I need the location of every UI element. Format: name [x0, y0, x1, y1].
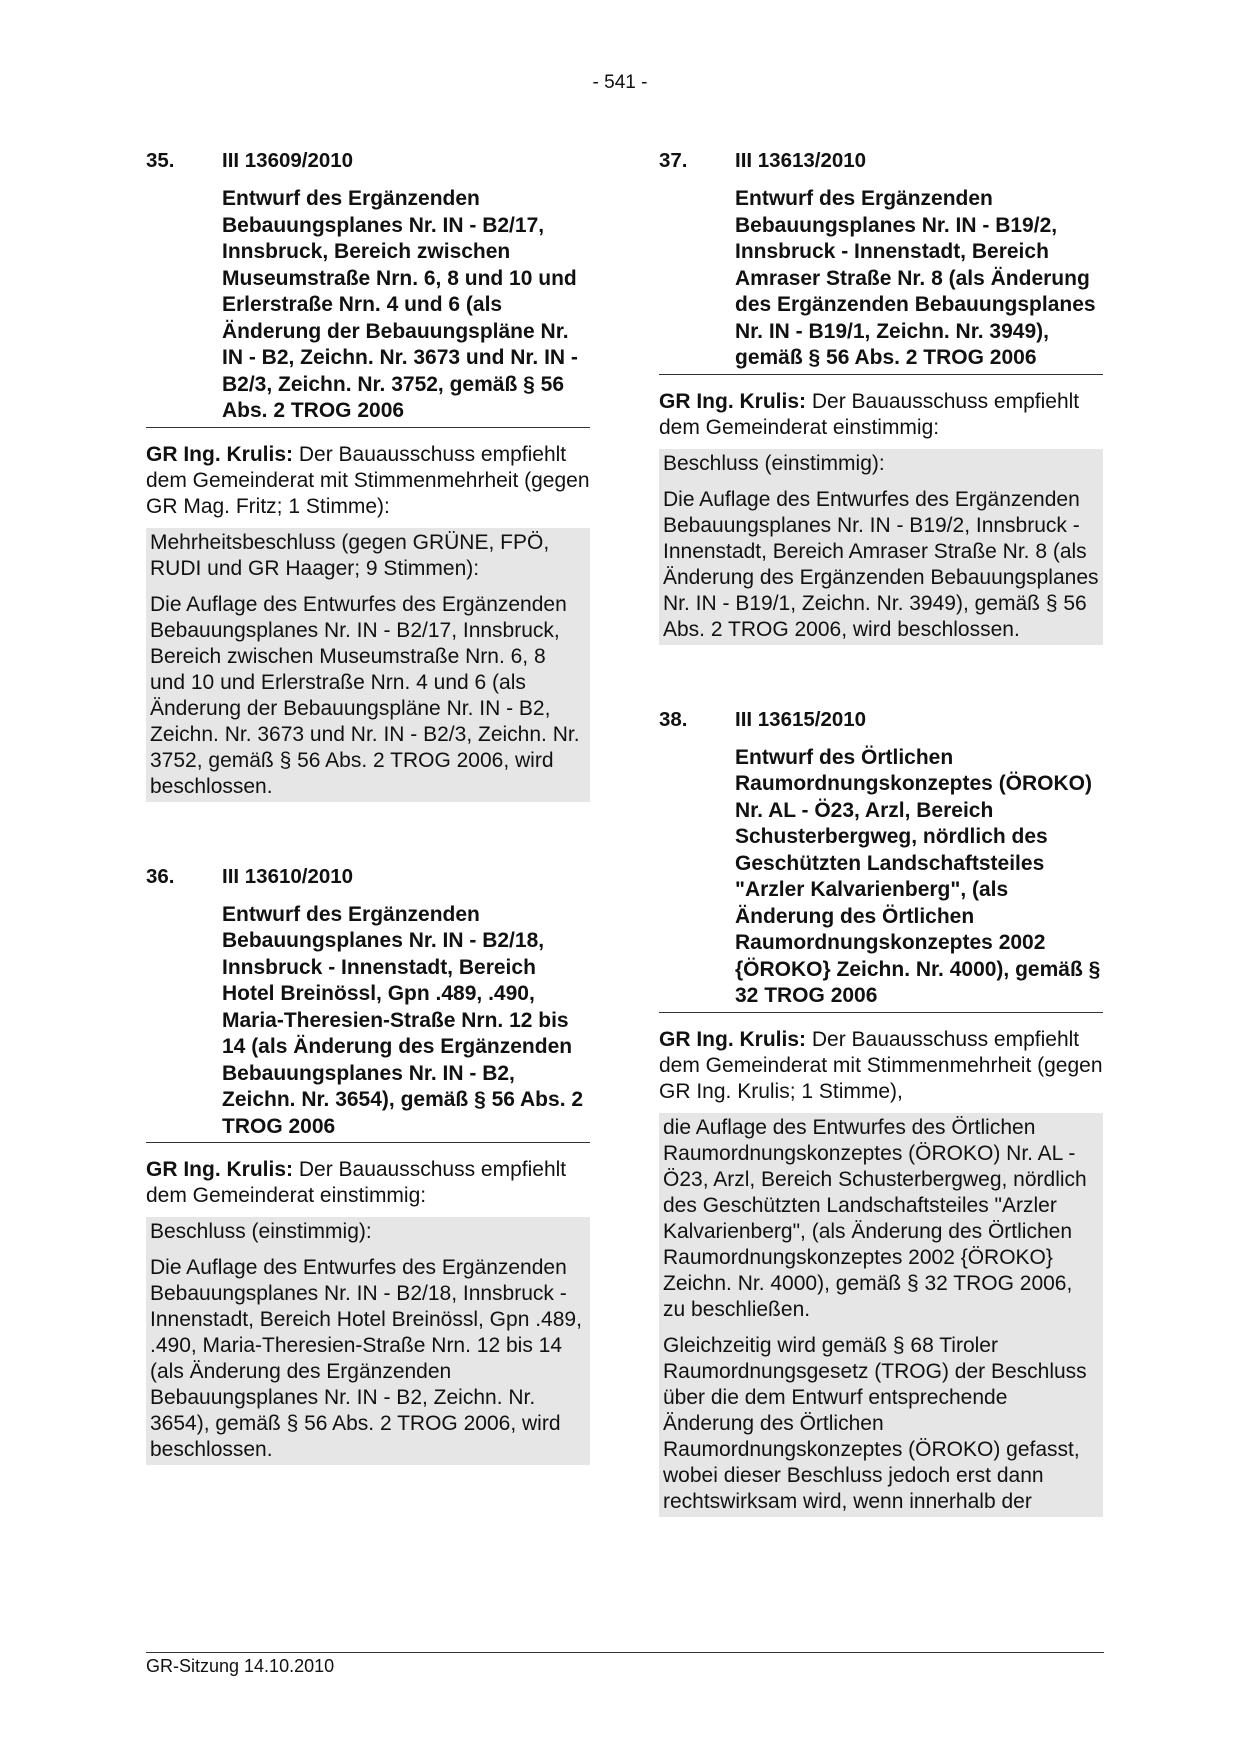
item-title: Entwurf des Örtlichen Raumordnungskonzeptes (ÖROKO) Nr. AL - Ö23, Arzl, Bereich Schusterbergweg, nördlich des Geschützten Landschaftsteiles "Arzler Kalvarienberg", (als Änderung des Örtlichen Raumordnungskonzeptes 2002 {ÖROKO} Zeichn. Nr. 4000), gemäß § 32 TROG 2006	[659, 745, 1103, 1013]
agenda-item-37	[659, 148, 1103, 645]
speaker-name: GR Ing. Krulis:	[146, 442, 293, 466]
decision-text: Die Auflage des Entwurfes des Ergänzenden Bebauungsplanes Nr. IN - B2/18, Innsbruck - Innenstadt, Bereich Hotel Breinössl, Gpn .489, .490, Maria-Theresien-Straße Nrn. 12 bis 14 (als Änderung des Ergänzenden Bebauungsplanes Nr. IN - B2, Zeichn. Nr. 3654), gemäß § 56 Abs. 2 TROG 2006, wird beschlossen.	[150, 1256, 582, 1461]
item-header	[146, 864, 590, 890]
speaker-text: Der Bauausschuss empfiehlt dem Gemeinderat mit Stimmenmehrheit (gegen GR Ing. Krulis; 1 Stimme),	[659, 1027, 1103, 1103]
item-reference: III 13615/2010	[735, 707, 867, 731]
speaker-name: GR Ing. Krulis:	[659, 389, 806, 413]
item-number: 35.	[146, 149, 175, 172]
speaker-statement	[659, 389, 1103, 441]
decision-type: Beschluss (einstimmig):	[150, 1220, 372, 1243]
left-column	[146, 148, 590, 1527]
item-number: 37.	[659, 149, 688, 172]
decision-box	[659, 449, 1103, 645]
agenda-item-38	[659, 707, 1103, 1517]
item-header	[659, 707, 1103, 733]
item-header	[146, 148, 590, 174]
decision-box	[146, 1217, 590, 1465]
speaker-statement	[146, 442, 590, 520]
item-reference: III 13610/2010	[222, 864, 354, 888]
item-reference: III 13613/2010	[735, 149, 867, 172]
item-header	[659, 148, 1103, 174]
decision-text: die Auflage des Entwurfes des Örtlichen Raumordnungskonzeptes (ÖROKO) Nr. AL - Ö23, Arzl, Bereich Schusterbergweg, nördlich des Geschützten Landschaftsteiles "Arzler Kalvarienberg", (als Änderung des Örtlichen Raumordnungskonzeptes 2002 {ÖROKO} Zeichn. Nr. 4000), gemäß § 32 TROG 2006, zu beschließen.	[663, 1115, 1087, 1321]
speaker-text: Der Bauausschuss empfiehlt dem Gemeinderat einstimmig:	[659, 389, 1080, 439]
item-title: Entwurf des Ergänzenden Bebauungsplanes Nr. IN - B2/17, Innsbruck, Bereich zwischen Museumstraße Nrn. 6, 8 und 10 und Erlerstraße Nrn. 4 und 6 (als Änderung der Bebauungspläne Nr. IN - B2, Zeichn. Nr. 3673 und Nr. IN - B2/3, Zeichn. Nr. 3752, gemäß § 56 Abs. 2 TROG 2006	[146, 186, 590, 428]
agenda-item-35	[146, 148, 590, 802]
right-column	[659, 148, 1103, 1579]
item-title: Entwurf des Ergänzenden Bebauungsplanes Nr. IN - B19/2, Innsbruck - Innenstadt, Bereich Amraser Straße Nr. 8 (als Änderung des Ergänzenden Bebauungsplanes Nr. IN - B19/1, Zeichn. Nr. 3949), gemäß § 56 Abs. 2 TROG 2006	[659, 186, 1103, 375]
page-number: - 541 -	[592, 72, 648, 93]
decision-type: Mehrheitsbeschluss (gegen GRÜNE, FPÖ, RUDI und GR Haager; 9 Stimmen):	[150, 530, 550, 580]
speaker-statement	[146, 1157, 590, 1209]
speaker-statement	[659, 1027, 1103, 1105]
speaker-text: Der Bauausschuss empfiehlt dem Gemeinderat einstimmig:	[146, 1158, 567, 1207]
speaker-text: Der Bauausschuss empfiehlt dem Gemeinderat mit Stimmenmehrheit (gegen GR Mag. Fritz; 1 Stimme):	[146, 442, 590, 518]
page-footer: GR-Sitzung 14.10.2010	[146, 1652, 1104, 1677]
item-title: Entwurf des Ergänzenden Bebauungsplanes Nr. IN - B2/18, Innsbruck - Innenstadt, Bereich Hotel Breinössl, Gpn .489, .490, Maria-Theresien-Straße Nrn. 12 bis 14 (als Änderung des Ergänzenden Bebauungsplanes Nr. IN - B2, Zeichn. Nr. 3654), gemäß § 56 Abs. 2 TROG 2006	[146, 902, 590, 1144]
agenda-item-36	[146, 864, 590, 1466]
decision-box	[659, 1113, 1103, 1517]
decision-text: Die Auflage des Entwurfes des Ergänzenden Bebauungsplanes Nr. IN - B2/17, Innsbruck, Bereich zwischen Museumstraße Nrn. 6, 8 und 10 und Erlerstraße Nrn. 4 und 6 (als Änderung der Bebauungspläne Nr. IN - B2, Zeichn. Nr. 3673 und Nr. IN - B2/3, Zeichn. Nr. 3752, gemäß § 56 Abs. 2 TROG 2006, wird beschlossen.	[150, 592, 580, 798]
speaker-name: GR Ing. Krulis:	[659, 1027, 806, 1051]
decision-text: Die Auflage des Entwurfes des Ergänzenden Bebauungsplanes Nr. IN - B19/2, Innsbruck - Innenstadt, Bereich Amraser Straße Nr. 8 (als Änderung des Ergänzenden Bebauungsplanes Nr. IN - B19/1, Zeichn. Nr. 3949), gemäß § 56 Abs. 2 TROG 2006, wird beschlossen.	[663, 487, 1099, 641]
item-reference: III 13609/2010	[222, 149, 354, 172]
decision-text-continued: Gleichzeitig wird gemäß § 68 Tiroler Raumordnungsgesetz (TROG) der Beschluss über die dem Entwurf entsprechende Änderung des Örtlichen Raumordnungskonzeptes (ÖROKO) gefasst, wobei dieser Beschluss jedoch erst dann rechtswirksam wird, wenn innerhalb der	[663, 1333, 1087, 1513]
item-number: 36.	[146, 864, 175, 888]
speaker-name: GR Ing. Krulis:	[146, 1158, 293, 1181]
item-number: 38.	[659, 707, 688, 731]
decision-type: Beschluss (einstimmig):	[663, 451, 885, 475]
decision-box	[146, 528, 590, 802]
